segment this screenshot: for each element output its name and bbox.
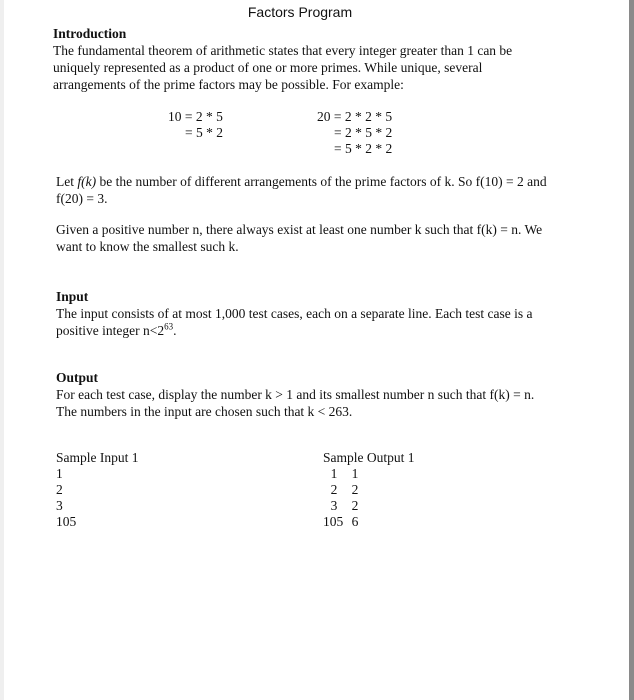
- introduction-paragraph: The fundamental theorem of arithmetic states that every integer greater than 1 can be uniquely represented as a product of one or more primes. While unique, several arrangements of the prime factors may be possible. For example:: [53, 43, 513, 92]
- sample-input-label: Sample Input 1: [56, 450, 139, 465]
- example-line: 20 = 2 * 2 * 5: [317, 109, 393, 124]
- sample-input-row: 2: [56, 482, 63, 497]
- sample-input-row: 3: [56, 498, 63, 513]
- output-description: For each test case, display the number k > 1 and its smallest number n such that f(k) = n. The numbers in the input are chosen such that k < 263.: [56, 387, 535, 419]
- introduction-section: [53, 25, 553, 93]
- definition-text: be the number of different arrangements of the prime factors of k. So f(10) = 2 and f(20) = 3.: [56, 174, 547, 206]
- introduction-heading: Introduction: [53, 26, 127, 41]
- sample-output-n: 2: [351, 498, 359, 513]
- input-text: The input consists of at most 1,000 test cases, each on a separate line. Each test case is a positive integer n<2: [56, 306, 533, 338]
- example-line: = 5 * 2 * 2: [334, 141, 393, 156]
- example-20: [317, 109, 392, 157]
- input-exponent: 63: [164, 321, 174, 332]
- scrollbar[interactable]: [629, 0, 634, 700]
- page-left-edge: [0, 0, 4, 700]
- sample-output-n: 2: [351, 482, 359, 497]
- sample-output: [323, 450, 415, 530]
- input-description: [56, 305, 556, 339]
- sample-output-label: Sample Output 1: [323, 450, 415, 465]
- sample-output-row: [323, 482, 415, 498]
- output-heading: Output: [56, 370, 99, 385]
- output-section: [56, 369, 556, 420]
- sample-output-k: 1: [330, 466, 338, 481]
- definition-prefix: Let: [56, 174, 78, 189]
- sample-output-row: [323, 466, 415, 482]
- sample-output-n: 6: [351, 514, 359, 529]
- sample-output-k: 3: [330, 498, 338, 513]
- sample-output-k: 105: [323, 514, 344, 529]
- example-10: [168, 109, 223, 141]
- sample-input-row: 1: [56, 466, 63, 481]
- sample-output-k: 2: [330, 482, 338, 497]
- input-heading: Input: [56, 289, 89, 304]
- input-end: .: [173, 323, 177, 338]
- sample-output-n: 1: [351, 466, 359, 481]
- sample-input-row: 105: [56, 514, 77, 529]
- page-title: Factors Program: [247, 4, 353, 20]
- sample-output-row: [323, 514, 415, 530]
- input-section: [56, 288, 556, 339]
- goal-paragraph: Given a positive number n, there always exist at least one number k such that f(k) = n. We want to know the smallest such k.: [56, 222, 543, 254]
- example-line: = 2 * 5 * 2: [334, 125, 393, 140]
- example-line: = 5 * 2: [185, 125, 223, 140]
- definition-function: f(k): [77, 174, 97, 189]
- definition-paragraph: [56, 173, 556, 207]
- sample-output-row: [323, 498, 415, 514]
- sample-input: [56, 450, 139, 530]
- example-line: 10 = 2 * 5: [168, 109, 223, 124]
